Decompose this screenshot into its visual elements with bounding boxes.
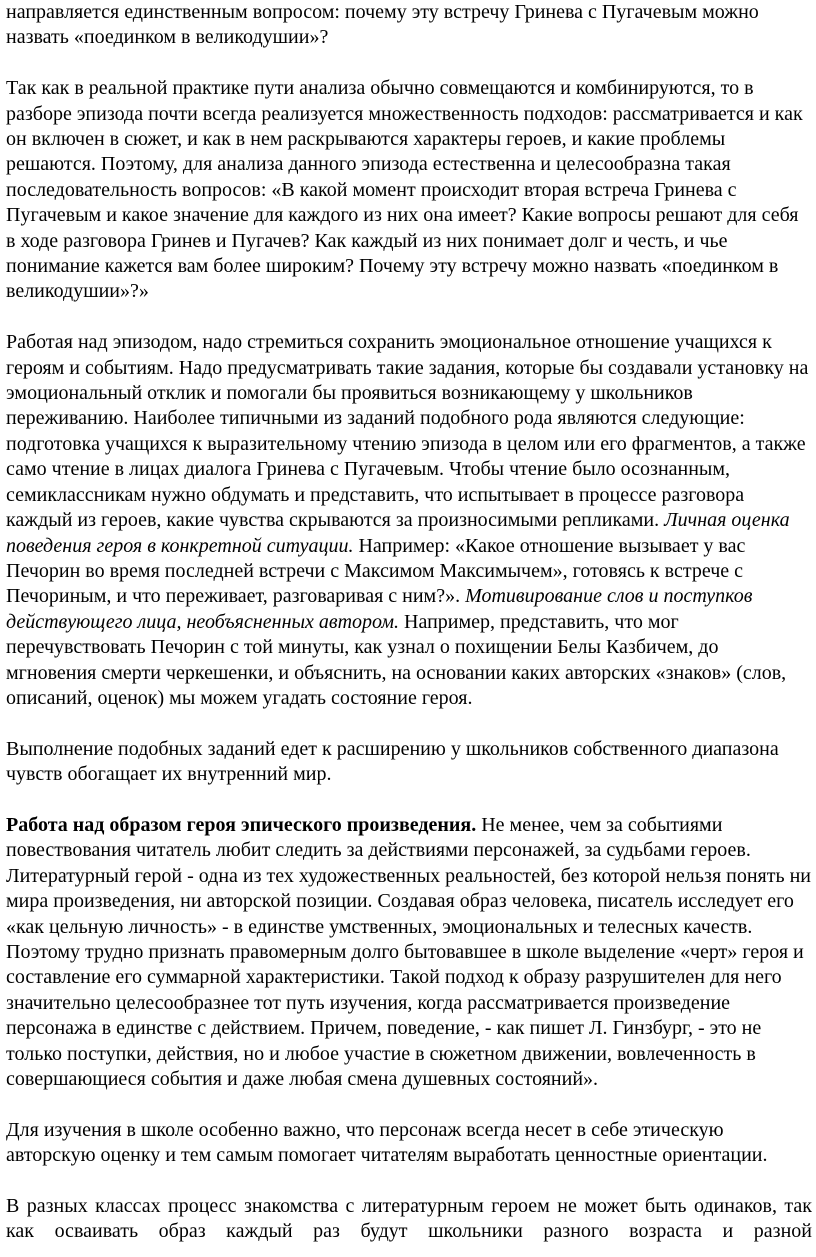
paragraph-4: Выполнение подобных заданий едет к расширению у школьников собственного диапазона чувств обогащает их внутренний мир.	[6, 737, 779, 786]
paragraph-5	[6, 813, 812, 1092]
paragraph-3-text-a: Работая над эпизодом, надо стремиться сохранить эмоциональное отношение учащихся к героям и событиям. Надо предусматривать такие задания, которые бы создавали установку на эмоциональный отклик и помогали бы проявиться возникающему у школьников переживанию. Наиболее типичными из заданий подобного рода являются следующие: подготовка учащихся к выразительному чтению эпизода в целом или его фрагментов, а также само чтение в лицах диалога Гринева с Пугачевым. Чтобы чтение было осознанным, семиклассникам нужно обдумать и представить, что испытывает в процессе разговора каждый из героев, какие чувства скрываются за произносимыми репликами.	[6, 331, 809, 532]
paragraph-3-italic-motivation: Мотивирование слов и поступков действующего лица, необъясненных автором.	[6, 585, 753, 633]
paragraph-7: В разных классах процесс знакомства с литературным героем не может быть одинаков, так как осваивать образ каждый раз будут школьники разного возраста и разной	[6, 1195, 812, 1243]
paragraph-3-text-c: Например: «Какое отношение вызывает у вас Печорин во время последней встречи с Максимом Максимычем», готовясь к встрече с Печориным, и что переживает, разговаривая с ним?».	[6, 534, 746, 608]
paragraph-1: направляется единственным вопросом: почему эту встречу Гринева с Пугачевым можно назвать «поединком в великодушии»?	[6, 1, 759, 49]
paragraph-2: Так как в реальной практике пути анализа обычно совмещаются и комбинируются, то в разборе эпизода почти всегда реализуется множественность подходов: рассматривается и как он включен в сюжет, и как в нем раскрываются характеры героев, и какие проблемы решаются. Поэтому, для анализа данного эпизода естественна и целесообразна такая последовательность вопросов: «В какой момент происходит вторая встреча Гринева с Пугачевым и какое значение для каждого из них она имеет? Какие вопросы решают для себя в ходе разговора Гринев и Пугачев? Как каждый из них понимает долг и честь, и чье понимание кажется вам более широким? Почему эту встречу можно назвать «поединком в великодушии»?»	[6, 77, 803, 303]
section-heading-epic-hero: Работа над образом героя эпического произведения.	[6, 813, 477, 836]
paragraph-5-text: Не менее, чем за событиями повествования читатель любит следить за действиями персонажей, за судьбами героев. Литературный герой - одна из тех художественных реальностей, без которой нельзя понять ни мира произведения, ни авторской позиции. Создавая образ человека, писатель исследует его «как цельную личность» - в единстве умственных, эмоциональных и телесных качеств. Поэтому трудно признать правомерным долго бытовавшее в школе выделение «черт» героя и составление его суммарной характеристики. Такой подход к образу разрушителен для него значительно целесообразнее тот путь изучения, когда рассматривается произведение персонажа в единстве с действием. Причем, поведение, - как пишет Л. Гинзбург, - это не только поступки, действия, но и любое участие в сюжетном движении, вовлеченность в совершающиеся события и даже любая смена душевных состояний».	[6, 813, 812, 1090]
document-page	[6, 0, 812, 1245]
paragraph-3-italic-personal-assessment: Личная оценка поведения героя в конкретной ситуации.	[6, 509, 790, 557]
paragraph-6: Для изучения в школе особенно важно, что персонаж всегда несет в себе этическую авторскую оценку и тем самым помогает читателям выработать ценностные ориентации.	[6, 1118, 768, 1167]
paragraph-3	[6, 330, 812, 711]
paragraph-3-text-e: Например, представить, что мог перечувствовать Печорин с той минуты, как узнал о похищении Белы Казбичем, до мгновения смерти черкешенки, и объяснить, на основании каких авторских «знаков» (слов, описаний, оценок) мы можем угадать состояние героя.	[6, 610, 787, 709]
